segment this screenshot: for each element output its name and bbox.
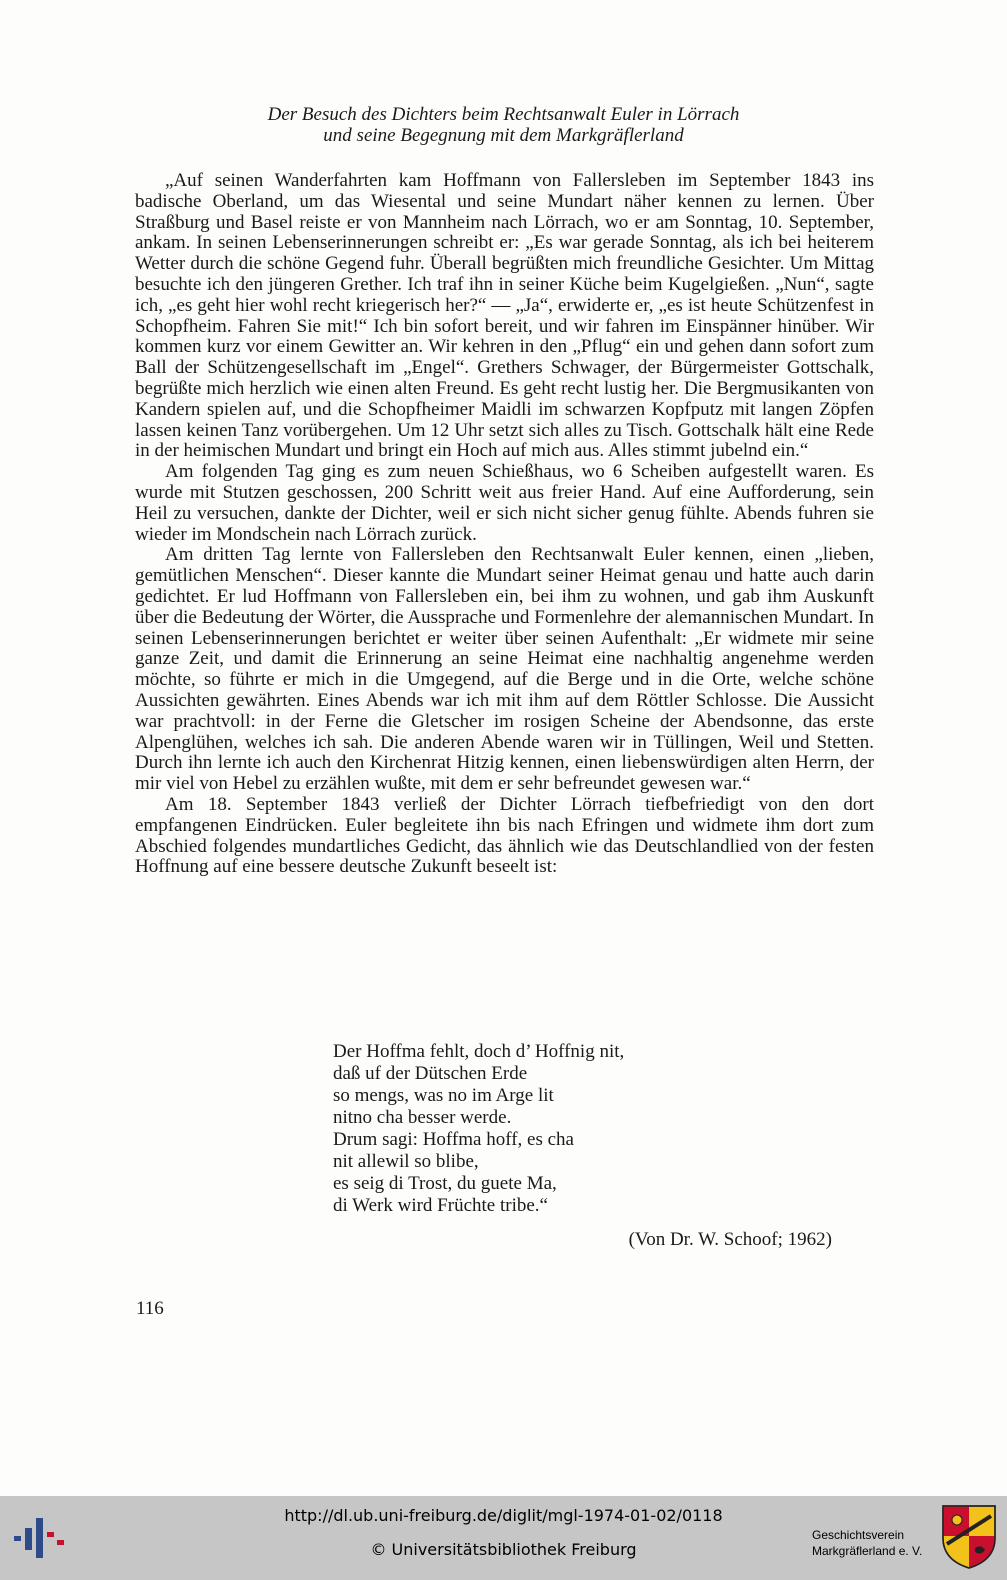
copyright-notice: © Universitätsbibliothek Freiburg [370, 1540, 637, 1559]
viewer-footer-bar [0, 1496, 1007, 1580]
paragraph: Am dritten Tag lernte von Fallersleben den Rechtsanwalt Euler kennen, einen „lieben, gemütlichen Menschen“. Dieser kannte die Mundart seiner Heimat genau und hatte auch darin gedichtet. Er lud Hoffmann von Fallersleben ein, bei ihm zu wohnen, und gab ihm Auskunft über die Bedeutung der Wörter, die Aussprache und Formenlehre der alemannischen Mundart. In seinen Lebenserinnerungen berichtet er weiter über seinen Aufenthalt: „Er widmete mir seine ganze Zeit, und damit die Erinnerung an seine Heimat eine nachhaltig angenehme werden möchte, so führte er mich in die Umgegend, auf die Berge und in die Orte, welche schöne Aussichten gewährten. Eines Abends war ich mit ihm auf dem Röttler Schlosse. Die Aussicht war prachtvoll: in der Ferne die Gletscher im rosigen Scheine der Abendsonne, das erste Alpenglühen, welches ich sah. Die anderen Abende waren wir in Tüllingen, Weil und Stetten. Durch ihn lernte ich auch den Kirchenrat Hitzig kennen, einen liebenswürdigen alten Herrn, der mir viel von Hebel zu erzählen wußte, mit dem er sehr befreundet gewesen war.“ [135, 544, 874, 795]
paragraph: „Auf seinen Wanderfahrten kam Hoffmann von Fallersleben im September 1843 ins badische Oberland, um das Wiesental und seine Mundart näher kennen zu lernen. Über Straßburg und Basel reiste er von Mannheim nach Lörrach, wo er am Sonntag, 10. September, ankam. In seinen Lebenserinnerungen schreibt er: „Es war gerade Sonntag, als ich bei heiterem Wetter durch die schöne Gegend fuhr. Überall begrüßten mich freundliche Gesichter. Um Mittag besuchte ich den jüngeren Grether. Ich traf ihn in seiner Küche beim Kugelgießen. „Nun“, sagte ich, „es geht hier wohl recht kriegerisch her?“ — „Ja“, erwiderte er, „es ist heute Schützenfest in Schopfheim. Fahren Sie mit!“ Ich bin sofort bereit, und wir fahren im Einspänner hinüber. Wir kommen kurz vor einem Gewitter an. Wir kehren in den „Pflug“ ein und gehen dann sofort zum Ball der Schützengesellschaft im „Engel“. Grethers Schwager, der Bürgermeister Gottschalk, begrüßte mich herzlich wie einen alten Freund. Es geht recht lustig her. Die Bergmusikanten von Kandern spielen auf, und die Schopfheimer Maidli im schwarzen Kopfputz mit langen Zöpfen lassen keinen Tanz vorübergehen. Um 12 Uhr setzt sich alles zu Tisch. Gottschalk hält eine Rede in der heimischen Mundart und bringt ein Hoch auf mich aus. Alles stimmt jubelnd ein.“ [135, 170, 874, 462]
document-url-link[interactable]: http://dl.ub.uni-freiburg.de/diglit/mgl-1974-01-02/0118 [284, 1506, 723, 1525]
page-number: 116 [136, 1298, 164, 1319]
poem-line: es seig di Trost, du guete Ma, [333, 1173, 557, 1194]
paragraph: Am folgenden Tag ging es zum neuen Schießhaus, wo 6 Scheiben aufgestellt waren. Es wurde mit Stutzen geschossen, 200 Schritt weit aus freier Hand. Auf eine Aufforderung, sein Heil zu versuchen, dankte der Dichter, weil er sich nicht sicher genug fühlte. Abends fuhren sie wieder im Mondschein nach Lörrach zurück. [135, 461, 874, 545]
poem-line: daß uf der Dütschen Erde [333, 1063, 528, 1084]
heading-line-2: und seine Begegnung mit dem Markgräflerland [323, 125, 684, 146]
poem-line: di Werk wird Früchte tribe.“ [333, 1195, 548, 1216]
poem-line: nitno cha besser werde. [333, 1107, 512, 1128]
poem-line: Drum sagi: Hoffma hoff, es cha [333, 1129, 574, 1150]
paragraph: Am 18. September 1843 verließ der Dichter Lörrach tiefbefriedigt von den dort empfangenen Eindrücken. Euler begleitete ihn bis nach Efringen und widmete ihm dort zum Abschied folgendes mundartliches Gedicht, das ähnlich wie das Deutschlandlied von der festen Hoffnung auf eine bessere deutsche Zukunft beseelt ist: [135, 793, 874, 878]
poem-line: Der Hoffma fehlt, doch d’ Hoffnig nit, [333, 1041, 625, 1062]
poem-line: so mengs, was no im Arge lit [333, 1085, 554, 1106]
society-name [812, 1527, 932, 1559]
society-line-2: Markgräflerland e. V. [812, 1544, 923, 1558]
coat-of-arms-icon[interactable] [941, 1504, 997, 1570]
body-text [135, 171, 874, 878]
heading-line-1: Der Besuch des Dichters beim Rechtsanwalt Euler in Lörrach [267, 104, 740, 125]
poem-line: nit allewil so blibe, [333, 1151, 479, 1172]
attribution: (Von Dr. W. Schoof; 1962) [628, 1229, 832, 1250]
society-line-1: Geschichtsverein [812, 1528, 905, 1542]
poem [333, 1041, 624, 1217]
